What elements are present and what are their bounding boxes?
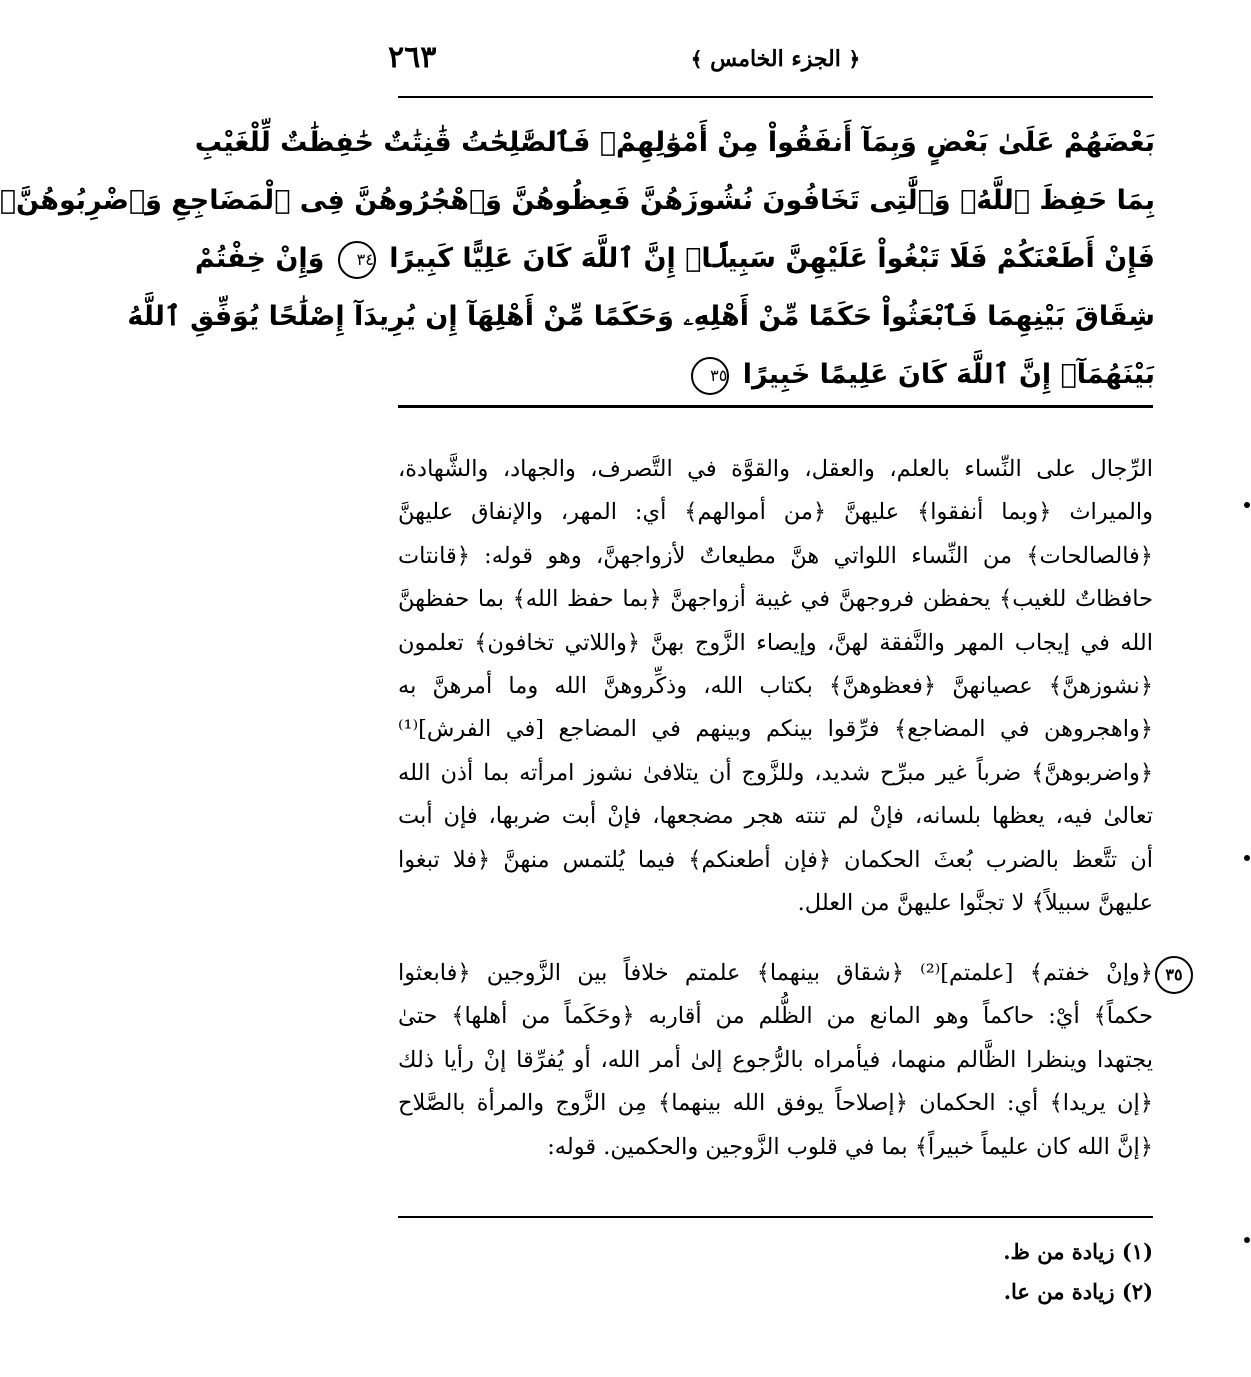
- quran-line: [194, 230, 1155, 288]
- commentary-line: ﴿إن يريدا﴾ أي: الحكمان ﴿إصلاحاً يوفق الله بينهما﴾ مِن الزَّوج والمرأة بالصَّلاح: [398, 1090, 1153, 1117]
- commentary-line: الله في إيجاب المهر والنَّفقة لهنَّ، وإيصاء الزَّوج بهنَّ ﴿واللاتي تخافون﴾ تعلمون: [398, 629, 1153, 656]
- commentary-line: ﴿واضربوهنَّ﴾ ضرباً غير مبرِّح شديد، وللزَّوج أن يتلافىٰ نشوز امرأته بما أذن الله: [398, 759, 1153, 786]
- ornament-open: ﴿: [848, 47, 861, 71]
- verse-number-marker: ٣٥: [1155, 956, 1193, 994]
- commentary-line: والميراث ﴿وبما أنفقوا﴾ عليهنَّ ﴿من أموالهم﴾ أي: المهر، والإنفاق عليهنَّ: [398, 499, 1153, 526]
- scan-speck: [1244, 1237, 1250, 1243]
- quran-segment: فَإِنْ أَطَعْنَكُمْ فَلَا تَبْغُواْ عَلَيْهِنَّ سَبِيلًاۗ إِنَّ ٱللَّهَ كَانَ عَلِيًّا كَبِيرًا: [389, 243, 1155, 274]
- commentary-line: ﴿نشوزهنَّ﴾ عصيانهنَّ ﴿فعظوهنَّ﴾ بكتاب الله، وذكِّروهنَّ الله وما أمرهنَّ به: [398, 672, 1153, 699]
- footnote: (١) زيادة من ظ.: [1003, 1239, 1153, 1264]
- running-head: [388, 46, 1163, 72]
- commentary-line: حكماً﴾ أيْ: حاكماً وهو المانع من الظُّلم من أقاربه ﴿وحَكَماً من أهلها﴾ حتىٰ: [398, 1003, 1153, 1030]
- commentary-line: ﴿وإنْ خفتم﴾ [علمتم]⁽²⁾ ﴿شقاق بينهما﴾ علمتم خلافاً بين الزَّوجين ﴿فابعثوا: [398, 960, 1153, 986]
- ayah-marker-35: ٣٥: [691, 357, 729, 395]
- footnote: (٢) زيادة من عا.: [1003, 1279, 1153, 1304]
- section-rule: [398, 405, 1153, 408]
- commentary-line: عليهنَّ سبيلاً﴾ لا تجنَّوا عليهنَّ من العلل.: [797, 889, 1153, 916]
- ornament-close: ﴾: [690, 47, 703, 71]
- quran-line: شِقَاقَ بَيْنِهِمَا فَٱبْعَثُواْ حَكَمًا مِّنْ أَهْلِهِۦ وَحَكَمًا مِّنْ أَهْلِهَآ إِن يُرِيدَآ إِصْلَٰحًا يُوَفِّقِ ٱللَّهُ: [127, 301, 1155, 332]
- running-head-title: الجزء الخامس: [710, 46, 841, 72]
- quran-line: [396, 346, 1155, 404]
- page-number: ٢٦٣: [388, 40, 437, 75]
- footnotes: [398, 1232, 1153, 1312]
- commentary-line: تعالىٰ فيه، يعظها بلسانه، فإنْ لم تنته هجر مضجعها، فإنْ أبت ضربها، فإن أبت: [398, 803, 1153, 830]
- scan-speck: [1244, 855, 1250, 861]
- page-header: [388, 32, 1163, 92]
- scan-speck: [1244, 502, 1250, 508]
- commentary-line: يجتهدا وينظرا الظَّالم منهما، فيأمراه بالرُّجوع إلىٰ أمر الله، أو يُفرِّقا إنْ رأيا ذلك: [398, 1046, 1153, 1073]
- commentary-line: ﴿واهجروهن في المضاجع﴾ فرِّقوا بينكم وبينهم في المضاجع [في الفرش]⁽¹⁾: [398, 716, 1153, 743]
- quran-line: بِمَا حَفِظَ ٱللَّهُۚ وَٱلَّٰتِى تَخَافُونَ نُشُوزَهُنَّ فَعِظُوهُنَّ وَٱهْجُرُوهُنَّ فِى ٱلْمَضَاجِعِ وَٱضْرِبُوهُنَّۖ: [0, 185, 1155, 216]
- commentary-line: ﴿فالصالحات﴾ من النِّساء اللواتي هنَّ مطيعاتٌ لأزواجهنَّ، وهو قوله: ﴿قانتات: [398, 542, 1153, 569]
- footnote-rule: [398, 1216, 1153, 1218]
- commentary-line: حافظاتٌ للغيب﴾ يحفظن فروجهنَّ في غيبة أزواجهنَّ ﴿بما حفظ الله﴾ بما حفظهنَّ: [398, 586, 1153, 613]
- quran-segment: بَيْنَهُمَآۗ إِنَّ ٱللَّهَ كَانَ عَلِيمًا خَبِيرًا: [742, 359, 1155, 390]
- commentary-line: أن تتَّعظ بالضرب بُعثَ الحكمان ﴿فإن أطعنكم﴾ فيما يُلتمس منهنَّ ﴿فلا تبغوا: [398, 846, 1153, 873]
- commentary-paragraph-1: [398, 448, 1153, 925]
- ayah-marker-34: ٣٤: [338, 241, 376, 279]
- commentary-line: ﴿إنَّ الله كان عليماً خبيراً﴾ بما في قلوب الزَّوجين والحكمين. قوله:: [547, 1133, 1153, 1160]
- quran-text-block: [0, 114, 1155, 404]
- commentary-line: الرِّجال على النِّساء بالعلم، والعقل، والقوَّة في التَّصرف، والجهاد، والشَّهادة،: [398, 456, 1153, 482]
- commentary-paragraph-2: [398, 952, 1183, 1169]
- quran-segment: وَإِنْ خِفْتُمْ: [194, 243, 325, 274]
- header-rule: [398, 96, 1153, 98]
- quran-line: بَعْضَهُمْ عَلَىٰ بَعْضٍ وَبِمَآ أَنفَقُواْ مِنْ أَمْوَٰلِهِمْۚ فَٱلصَّٰلِحَٰتُ قَٰنِتَٰتٌ حَٰفِظَٰتٌ لِّلْغَيْبِ: [194, 127, 1155, 158]
